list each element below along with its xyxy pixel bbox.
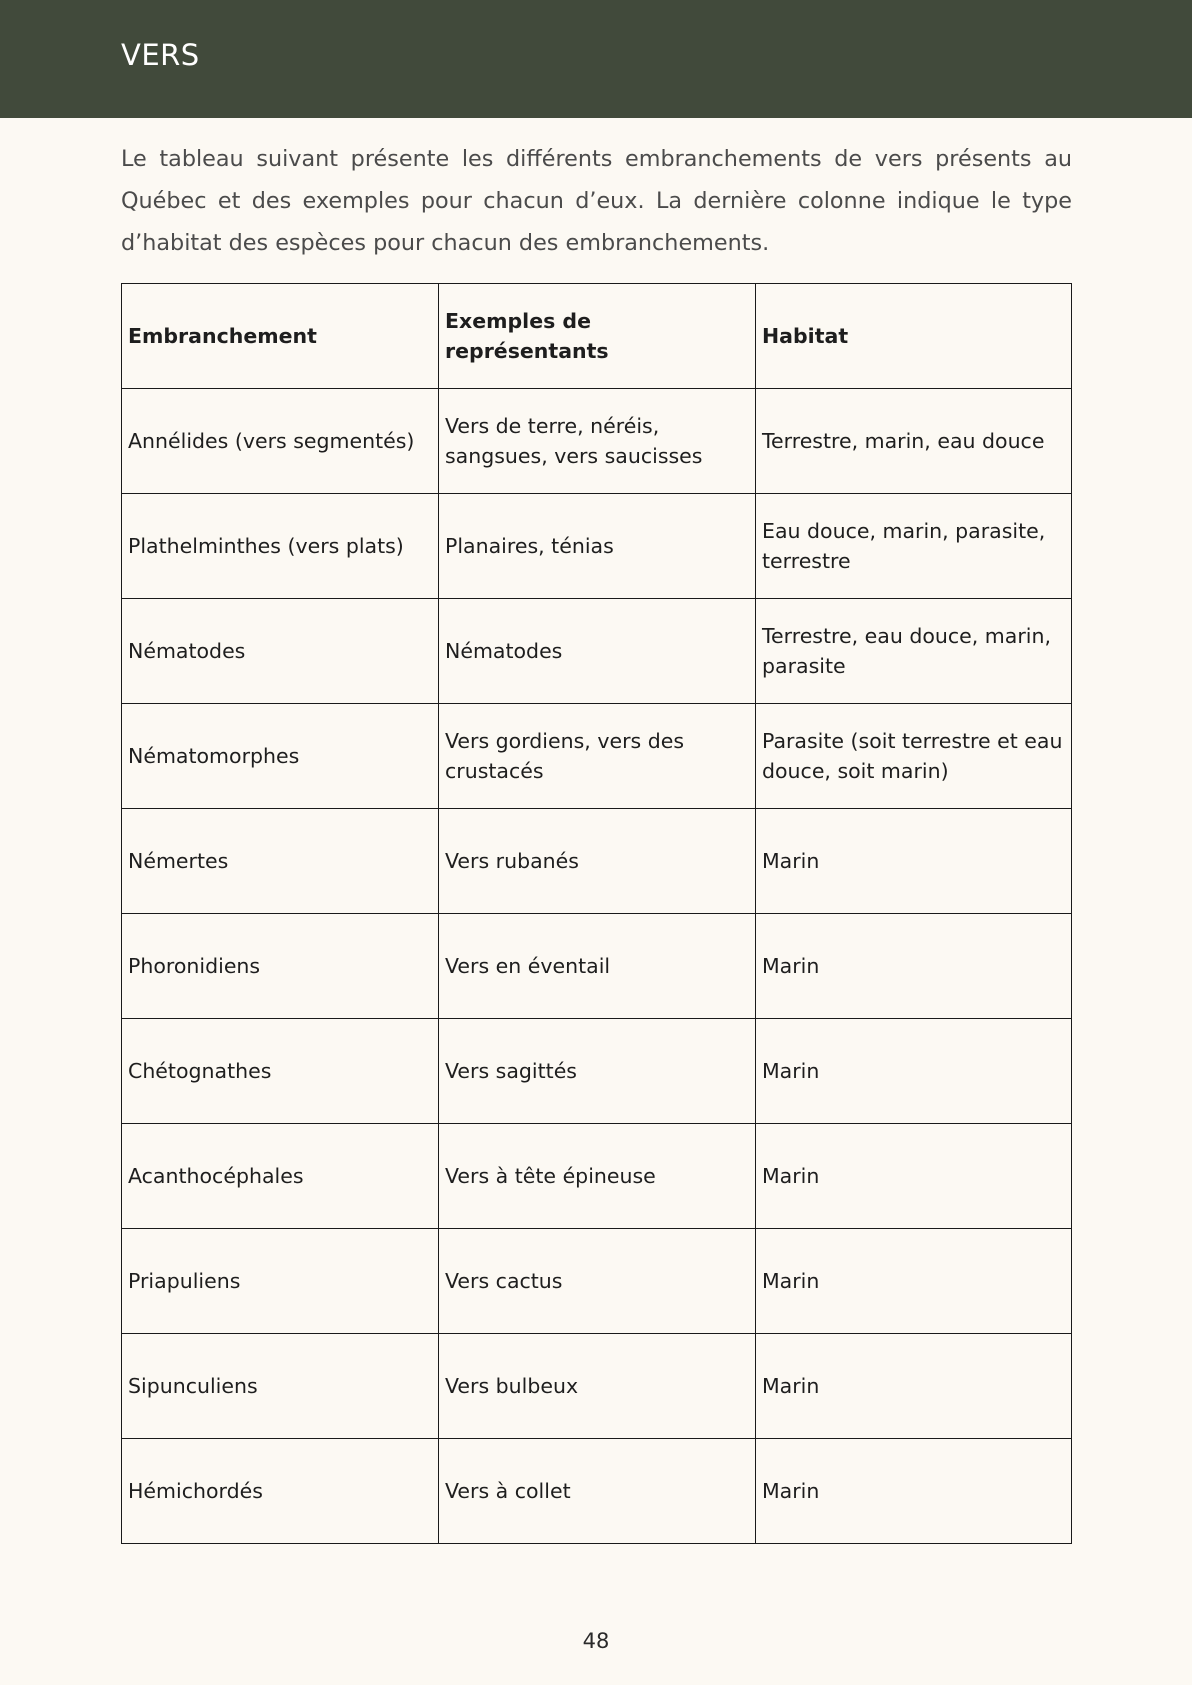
- column-header-phylum: Embranchement: [122, 284, 439, 389]
- page-number: 48: [582, 1629, 610, 1653]
- cell-phylum: Nématomorphes: [122, 704, 439, 809]
- table-row: [122, 704, 1072, 809]
- cell-examples: Vers rubanés: [439, 809, 756, 914]
- cell-habitat: Marin: [756, 1124, 1072, 1229]
- cell-habitat: Terrestre, marin, eau douce: [756, 389, 1072, 494]
- cell-phylum: Priapuliens: [122, 1229, 439, 1334]
- column-header-habitat: Habitat: [756, 284, 1072, 389]
- cell-examples: Vers de terre, néréis, sangsues, vers saucisses: [439, 389, 756, 494]
- cell-phylum: Phoronidiens: [122, 914, 439, 1019]
- cell-phylum: Hémichordés: [122, 1439, 439, 1544]
- cell-phylum: Acanthocéphales: [122, 1124, 439, 1229]
- table-row: [122, 494, 1072, 599]
- table-row: [122, 914, 1072, 1019]
- cell-habitat: Marin: [756, 809, 1072, 914]
- cell-examples: Vers à collet: [439, 1439, 756, 1544]
- cell-examples: Planaires, ténias: [439, 494, 756, 599]
- cell-habitat: Parasite (soit terrestre et eau douce, soit marin): [756, 704, 1072, 809]
- cell-examples: Vers bulbeux: [439, 1334, 756, 1439]
- cell-phylum: Nématodes: [122, 599, 439, 704]
- table-row: [122, 1334, 1072, 1439]
- cell-phylum: Annélides (vers segmentés): [122, 389, 439, 494]
- cell-habitat: Marin: [756, 1019, 1072, 1124]
- cell-phylum: Sipunculiens: [122, 1334, 439, 1439]
- cell-examples: Nématodes: [439, 599, 756, 704]
- cell-habitat: Marin: [756, 1334, 1072, 1439]
- cell-examples: Vers en éventail: [439, 914, 756, 1019]
- cell-habitat: Eau douce, marin, parasite, terrestre: [756, 494, 1072, 599]
- cell-examples: Vers à tête épineuse: [439, 1124, 756, 1229]
- cell-examples: Vers sagittés: [439, 1019, 756, 1124]
- cell-examples: Vers gordiens, vers des crustacés: [439, 704, 756, 809]
- cell-habitat: Marin: [756, 1439, 1072, 1544]
- table-row: [122, 599, 1072, 704]
- cell-habitat: Marin: [756, 1229, 1072, 1334]
- column-header-examples: Exemples de représentants: [439, 284, 756, 389]
- table-row: [122, 1124, 1072, 1229]
- cell-phylum: Plathelminthes (vers plats): [122, 494, 439, 599]
- table-row: [122, 1229, 1072, 1334]
- cell-habitat: Terrestre, eau douce, marin, parasite: [756, 599, 1072, 704]
- cell-habitat: Marin: [756, 914, 1072, 1019]
- page-title: VERS: [121, 38, 200, 72]
- intro-paragraph: Le tableau suivant présente les différents embranchements de vers présents au Québec et des exemples pour chacun d’eux. La dernière colonne indique le type d’habitat des espèces pour chacun des embranchements.: [121, 146, 1072, 256]
- table-row: [122, 809, 1072, 914]
- table-header-row: [122, 284, 1072, 389]
- cell-examples: Vers cactus: [439, 1229, 756, 1334]
- cell-phylum: Chétognathes: [122, 1019, 439, 1124]
- table-row: [122, 1439, 1072, 1544]
- table-row: [122, 389, 1072, 494]
- phyla-table: [121, 283, 1072, 1544]
- header-band: [0, 0, 1192, 118]
- table-row: [122, 1019, 1072, 1124]
- cell-phylum: Némertes: [122, 809, 439, 914]
